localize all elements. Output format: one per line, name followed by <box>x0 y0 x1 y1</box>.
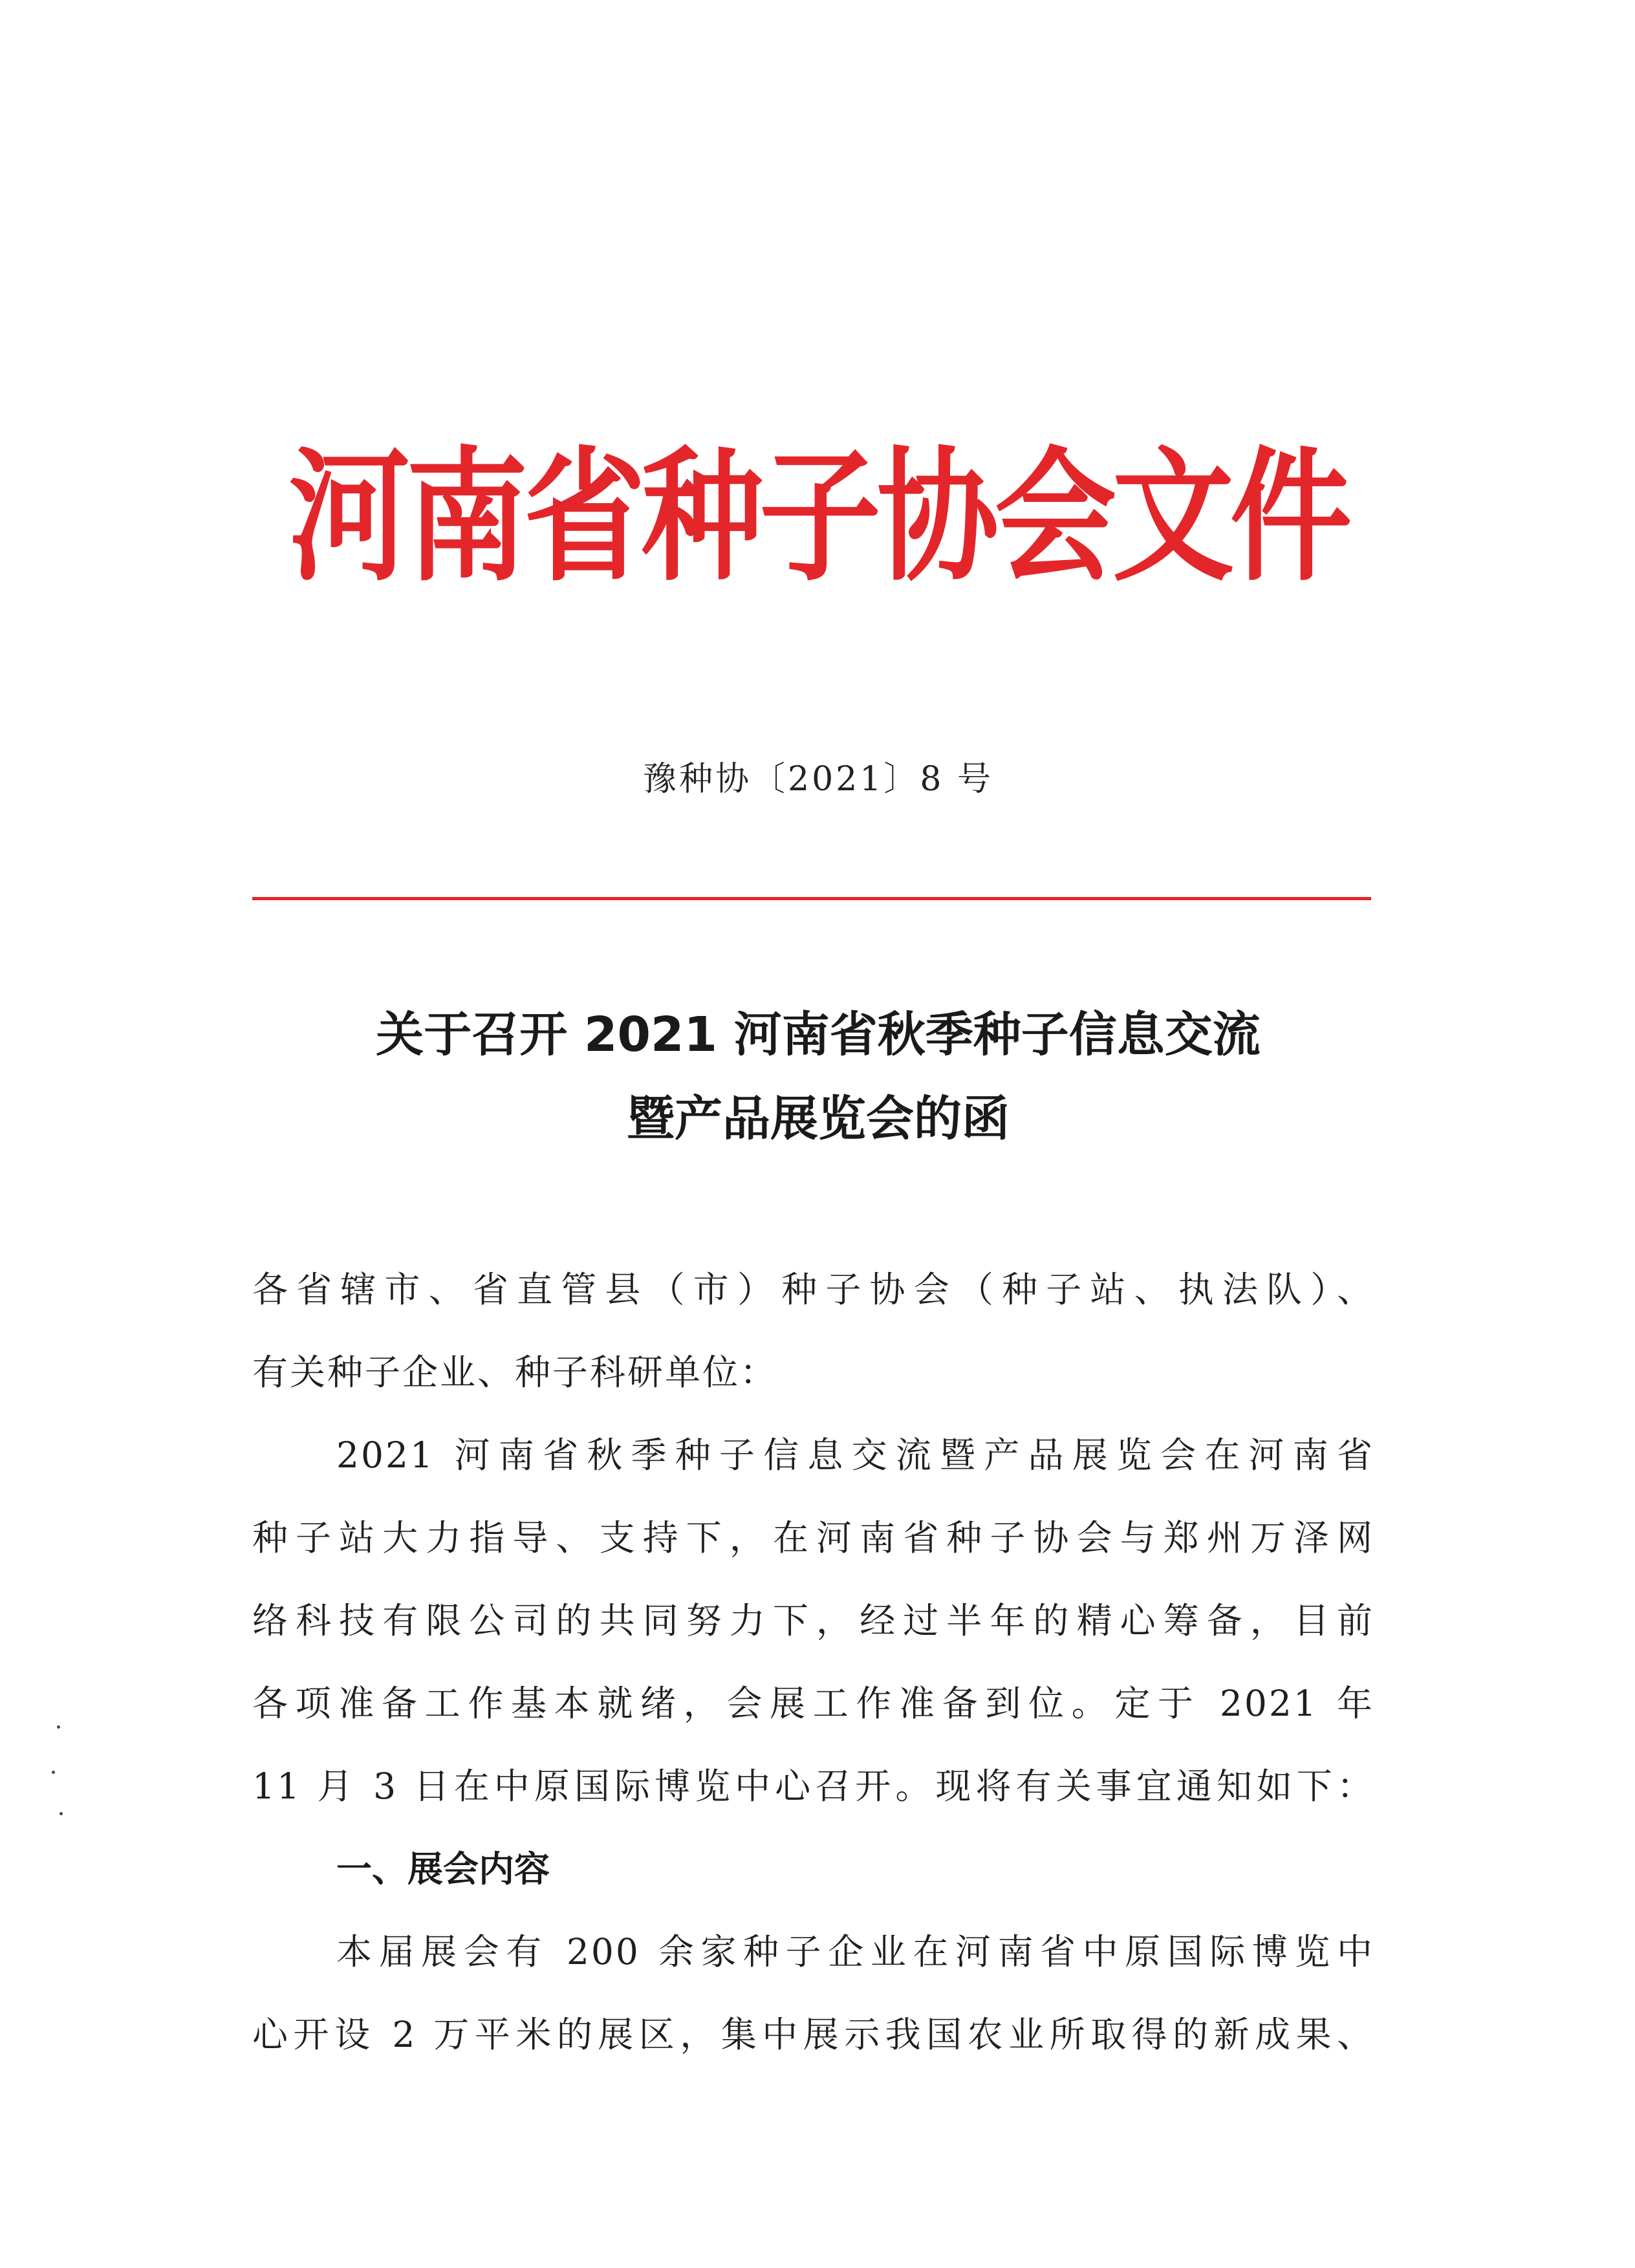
scan-speck <box>60 1812 63 1815</box>
paragraph-line: 种子站大力指导、支持下，在河南省种子协会与郑州万泽网 <box>252 1517 1374 1559</box>
addressee-line-1: 各省辖市、省直管县（市）种子协会（种子站、执法队）、 <box>252 1269 1374 1310</box>
paragraph-line: 本届展会有 200 余家种子企业在河南省中原国际博览中 <box>336 1931 1374 1972</box>
letter-body <box>252 1248 1374 2076</box>
document-number: 豫种协〔2021〕8 号 <box>643 760 993 799</box>
letter-title-line-1: 关于召开 2021 河南省秋季种子信息交流 <box>376 1007 1261 1063</box>
paragraph-line: 2021 河南省秋季种子信息交流暨产品展览会在河南省 <box>336 1434 1374 1476</box>
paragraph-line: 络科技有限公司的共同努力下，经过半年的精心筹备，目前 <box>252 1600 1374 1641</box>
paragraph-line: 各项准备工作基本就绪，会展工作准备到位。定于 2021 年 <box>252 1683 1374 1724</box>
letter-title <box>252 993 1384 1161</box>
org-document-title: 河南省种子协会文件 <box>288 433 1348 601</box>
letter-title-line-2: 暨产品展览会的函 <box>627 1091 1010 1147</box>
addressee-line-2: 有关种子企业、种子科研单位： <box>252 1352 778 1393</box>
paragraph-line: 心开设 2 万平米的展区，集中展示我国农业所取得的新成果、 <box>252 2014 1374 2055</box>
scan-speck <box>52 1771 55 1774</box>
section-heading: 一、展会内容 <box>336 1848 550 1890</box>
paragraph-line: 11 月 3 日在中原国际博览中心召开。现将有关事宜通知如下： <box>252 1766 1374 1807</box>
red-divider-rule <box>252 897 1371 900</box>
scan-speck <box>57 1725 60 1729</box>
